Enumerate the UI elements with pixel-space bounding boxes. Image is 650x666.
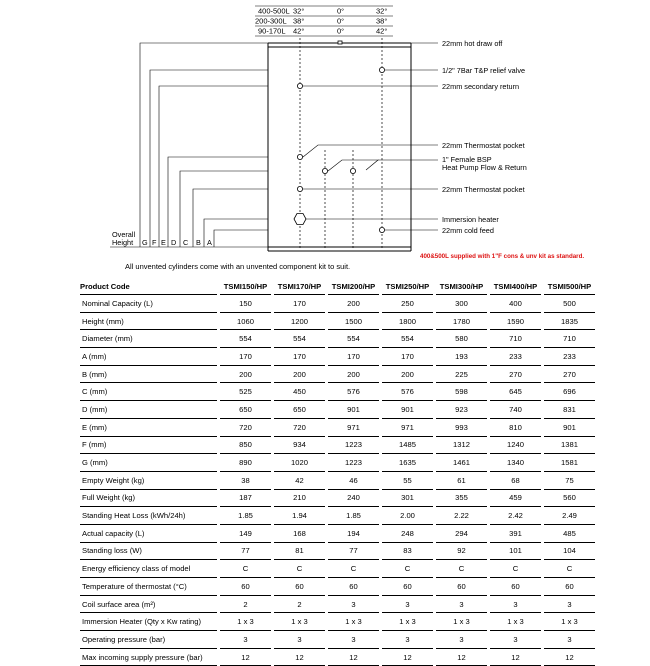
- table-cell: 12: [382, 648, 433, 666]
- table-cell: 850: [220, 436, 271, 454]
- table-cell: 554: [220, 330, 271, 348]
- row-label: Actual capacity (L): [80, 524, 217, 542]
- table-row: [80, 542, 595, 560]
- table-cell: 101: [490, 542, 541, 560]
- table-cell: C: [436, 560, 487, 578]
- table-cell: 450: [274, 383, 325, 401]
- angle-range-1: 400-500L: [258, 6, 290, 16]
- table-cell: 2.00: [382, 507, 433, 525]
- table-header-row: [80, 279, 595, 295]
- callout-heat-pump-2: Heat Pump Flow & Return: [442, 163, 527, 172]
- table-cell: 1240: [490, 436, 541, 454]
- relief-valve-fitting: [379, 67, 384, 72]
- table-cell: 294: [436, 524, 487, 542]
- table-cell: 1381: [544, 436, 595, 454]
- table-cell: 1 x 3: [328, 613, 379, 631]
- table-cell: C: [274, 560, 325, 578]
- table-cell: 3: [328, 631, 379, 649]
- table-cell: 1223: [328, 436, 379, 454]
- table-cell: 2.22: [436, 507, 487, 525]
- table-cell: 187: [220, 489, 271, 507]
- table-cell: 598: [436, 383, 487, 401]
- row-label: D (mm): [80, 401, 217, 419]
- table-cell: 200: [328, 365, 379, 383]
- header-model: TSMI500/HP: [544, 279, 595, 295]
- table-cell: 301: [382, 489, 433, 507]
- row-label: Nominal Capacity (L): [80, 295, 217, 313]
- angle-mid-3: 0°: [337, 26, 345, 36]
- table-cell: 901: [382, 401, 433, 419]
- table-cell: 170: [328, 348, 379, 366]
- table-cell: 391: [490, 524, 541, 542]
- callout-hot-draw-off: 22mm hot draw off: [442, 39, 503, 48]
- dim-letter-c: C: [183, 238, 189, 247]
- header-model: TSMI400/HP: [490, 279, 541, 295]
- table-cell: 77: [220, 542, 271, 560]
- row-label: B (mm): [80, 365, 217, 383]
- table-cell: 1.94: [274, 507, 325, 525]
- table-cell: 560: [544, 489, 595, 507]
- table-row: [80, 365, 595, 383]
- table-cell: 1312: [436, 436, 487, 454]
- table-cell: 971: [328, 418, 379, 436]
- table-cell: 971: [382, 418, 433, 436]
- dimension-lines: [110, 43, 268, 247]
- table-cell: C: [328, 560, 379, 578]
- table-cell: 104: [544, 542, 595, 560]
- table-cell: 149: [220, 524, 271, 542]
- table-cell: 400: [490, 295, 541, 313]
- table-cell: 720: [274, 418, 325, 436]
- table-cell: 233: [544, 348, 595, 366]
- header-model: TSMI200/HP: [328, 279, 379, 295]
- table-cell: 83: [382, 542, 433, 560]
- row-label: F (mm): [80, 436, 217, 454]
- table-row: [80, 631, 595, 649]
- table-cell: 1020: [274, 454, 325, 472]
- table-cell: 934: [274, 436, 325, 454]
- table-row: [80, 507, 595, 525]
- table-row: [80, 613, 595, 631]
- table-row: [80, 383, 595, 401]
- angle-right-1: 32°: [376, 6, 388, 16]
- unvented-note: All unvented cylinders come with an unvented component kit to suit.: [125, 262, 351, 271]
- header-model: TSMI250/HP: [382, 279, 433, 295]
- table-cell: 1.85: [328, 507, 379, 525]
- table-cell: 12: [544, 648, 595, 666]
- table-cell: 1 x 3: [274, 613, 325, 631]
- table-cell: 60: [544, 578, 595, 596]
- angle-range-3: 90-170L: [258, 26, 286, 36]
- table-cell: 831: [544, 401, 595, 419]
- row-label: Empty Weight (kg): [80, 471, 217, 489]
- table-row: [80, 648, 595, 666]
- table-cell: 901: [544, 418, 595, 436]
- table-cell: 2.49: [544, 507, 595, 525]
- table-cell: 300: [436, 295, 487, 313]
- table-cell: 1581: [544, 454, 595, 472]
- heat-pump-return-fitting: [350, 168, 355, 173]
- table-cell: 1780: [436, 312, 487, 330]
- angle-table: [255, 6, 393, 36]
- table-cell: 576: [382, 383, 433, 401]
- table-cell: 1340: [490, 454, 541, 472]
- table-cell: 525: [220, 383, 271, 401]
- header-model: TSMI150/HP: [220, 279, 271, 295]
- table-cell: 696: [544, 383, 595, 401]
- table-cell: 3: [544, 631, 595, 649]
- table-cell: 75: [544, 471, 595, 489]
- table-cell: 3: [490, 631, 541, 649]
- table-cell: 60: [274, 578, 325, 596]
- table-row: [80, 454, 595, 472]
- table-cell: 1 x 3: [436, 613, 487, 631]
- table-cell: 1835: [544, 312, 595, 330]
- dim-letter-g: G: [142, 238, 148, 247]
- row-label: Standing loss (W): [80, 542, 217, 560]
- table-cell: 270: [544, 365, 595, 383]
- table-cell: 3: [436, 631, 487, 649]
- row-label: Max incoming supply pressure (bar): [80, 648, 217, 666]
- table-row: [80, 401, 595, 419]
- table-cell: 1590: [490, 312, 541, 330]
- table-cell: 1223: [328, 454, 379, 472]
- table-cell: 150: [220, 295, 271, 313]
- thermostat-pocket-upper-fitting: [297, 154, 302, 159]
- fittings: [294, 41, 385, 233]
- table-cell: 355: [436, 489, 487, 507]
- table-cell: 61: [436, 471, 487, 489]
- table-cell: 500: [544, 295, 595, 313]
- table-row: [80, 595, 595, 613]
- table-cell: 170: [274, 295, 325, 313]
- angle-left-2: 38°: [293, 16, 305, 26]
- red-note: 400&500L supplied with 1"F cons & unv kit as standard.: [420, 253, 585, 260]
- table-cell: 60: [328, 578, 379, 596]
- table-cell: 576: [328, 383, 379, 401]
- table-row: [80, 295, 595, 313]
- table-cell: 710: [490, 330, 541, 348]
- angle-left-3: 42°: [293, 26, 305, 36]
- table-cell: 170: [382, 348, 433, 366]
- table-cell: 12: [490, 648, 541, 666]
- table-cell: 740: [490, 401, 541, 419]
- header-model: TSMI170/HP: [274, 279, 325, 295]
- table-cell: 2.42: [490, 507, 541, 525]
- table-cell: 77: [328, 542, 379, 560]
- table-cell: 1 x 3: [490, 613, 541, 631]
- table-row: [80, 436, 595, 454]
- callout-heat-pump-1: 1" Female BSP: [442, 155, 492, 164]
- table-cell: 60: [382, 578, 433, 596]
- table-cell: 890: [220, 454, 271, 472]
- header-model: TSMI300/HP: [436, 279, 487, 295]
- table-cell: 200: [328, 295, 379, 313]
- table-cell: 250: [382, 295, 433, 313]
- table-cell: 3: [436, 595, 487, 613]
- table-cell: 270: [490, 365, 541, 383]
- table-cell: 650: [274, 401, 325, 419]
- table-cell: C: [382, 560, 433, 578]
- thermostat-pocket-lower-fitting: [297, 186, 302, 191]
- row-label: C (mm): [80, 383, 217, 401]
- table-cell: 1060: [220, 312, 271, 330]
- table-cell: 210: [274, 489, 325, 507]
- table-cell: 3: [382, 631, 433, 649]
- immersion-heater-fitting: [294, 214, 306, 225]
- table-cell: 993: [436, 418, 487, 436]
- angle-right-3: 42°: [376, 26, 388, 36]
- row-label: A (mm): [80, 348, 217, 366]
- table-cell: 810: [490, 418, 541, 436]
- callout-immersion-heater: Immersion heater: [442, 215, 499, 224]
- table-cell: 2: [274, 595, 325, 613]
- table-cell: 3: [274, 631, 325, 649]
- table-cell: 194: [328, 524, 379, 542]
- table-cell: 923: [436, 401, 487, 419]
- table-cell: 650: [220, 401, 271, 419]
- table-cell: 68: [490, 471, 541, 489]
- table-cell: 3: [382, 595, 433, 613]
- table-cell: 3: [328, 595, 379, 613]
- table-cell: 3: [490, 595, 541, 613]
- table-cell: 233: [490, 348, 541, 366]
- table-row: [80, 524, 595, 542]
- table-cell: C: [544, 560, 595, 578]
- callout-relief-valve: 1/2" 7Bar T&P relief valve: [442, 66, 526, 75]
- angle-range-2: 200-300L: [255, 16, 287, 26]
- table-cell: 193: [436, 348, 487, 366]
- leader-lines: [303, 43, 438, 230]
- table-row: [80, 578, 595, 596]
- row-label: Energy efficiency class of model: [80, 560, 217, 578]
- table-cell: C: [490, 560, 541, 578]
- callout-cold-feed: 22mm cold feed: [442, 226, 494, 235]
- angle-mid-2: 0°: [337, 16, 345, 26]
- table-cell: 225: [436, 365, 487, 383]
- table-cell: 710: [544, 330, 595, 348]
- table-cell: 12: [274, 648, 325, 666]
- table-cell: 200: [220, 365, 271, 383]
- header-product-code: Product Code: [80, 279, 217, 295]
- table-cell: 92: [436, 542, 487, 560]
- table-cell: 46: [328, 471, 379, 489]
- table-cell: 1800: [382, 312, 433, 330]
- table-row: [80, 348, 595, 366]
- row-label: Diameter (mm): [80, 330, 217, 348]
- table-row: [80, 330, 595, 348]
- dim-letter-a: A: [207, 238, 212, 247]
- table-row: [80, 489, 595, 507]
- table-cell: 1500: [328, 312, 379, 330]
- table-cell: 554: [274, 330, 325, 348]
- row-label: Operating pressure (bar): [80, 631, 217, 649]
- table-cell: 554: [382, 330, 433, 348]
- row-label: Height (mm): [80, 312, 217, 330]
- dim-letter-f: F: [152, 238, 157, 247]
- table-cell: 60: [220, 578, 271, 596]
- table-cell: 248: [382, 524, 433, 542]
- table-cell: 1485: [382, 436, 433, 454]
- table-cell: 60: [436, 578, 487, 596]
- table-cell: 240: [328, 489, 379, 507]
- cylinder-diagram: [0, 0, 650, 260]
- table-cell: 60: [490, 578, 541, 596]
- angle-left-1: 32°: [293, 6, 305, 16]
- table-row: [80, 418, 595, 436]
- overall-height-label-2: Height: [112, 238, 134, 247]
- row-label: G (mm): [80, 454, 217, 472]
- row-label: Standing Heat Loss (kWh/24h): [80, 507, 217, 525]
- table-row: [80, 312, 595, 330]
- table-cell: 580: [436, 330, 487, 348]
- table-row: [80, 471, 595, 489]
- table-cell: C: [220, 560, 271, 578]
- table-cell: 170: [274, 348, 325, 366]
- table-cell: 2: [220, 595, 271, 613]
- table-cell: 38: [220, 471, 271, 489]
- table-cell: 3: [220, 631, 271, 649]
- hot-draw-off-fitting: [338, 41, 342, 44]
- row-label: Full Weight (kg): [80, 489, 217, 507]
- secondary-return-fitting: [297, 83, 302, 88]
- row-label: Temperature of thermostat (°C): [80, 578, 217, 596]
- table-cell: 1200: [274, 312, 325, 330]
- table-cell: 12: [436, 648, 487, 666]
- row-label: Immersion Heater (Qty x Kw rating): [80, 613, 217, 631]
- table-cell: 12: [220, 648, 271, 666]
- table-cell: 1461: [436, 454, 487, 472]
- callout-thermostat-lower: 22mm Thermostat pocket: [442, 185, 525, 194]
- table-cell: 170: [220, 348, 271, 366]
- table-cell: 1 x 3: [220, 613, 271, 631]
- table-cell: 42: [274, 471, 325, 489]
- table-cell: 12: [328, 648, 379, 666]
- table-cell: 1.85: [220, 507, 271, 525]
- table-cell: 1 x 3: [544, 613, 595, 631]
- table-cell: 55: [382, 471, 433, 489]
- dim-letter-d: D: [171, 238, 177, 247]
- table-cell: 459: [490, 489, 541, 507]
- table-cell: 200: [274, 365, 325, 383]
- angle-mid-1: 0°: [337, 6, 345, 16]
- table-cell: 1635: [382, 454, 433, 472]
- table-cell: 81: [274, 542, 325, 560]
- dim-letter-e: E: [161, 238, 166, 247]
- table-cell: 554: [328, 330, 379, 348]
- table-cell: 1 x 3: [382, 613, 433, 631]
- table-cell: 200: [382, 365, 433, 383]
- overall-height-label-1: Overall: [112, 230, 136, 239]
- table-row: [80, 560, 595, 578]
- table-cell: 3: [544, 595, 595, 613]
- callout-thermostat-upper: 22mm Thermostat pocket: [442, 141, 525, 150]
- cold-feed-fitting: [379, 227, 384, 232]
- angle-right-2: 38°: [376, 16, 388, 26]
- dim-letter-b: B: [196, 238, 201, 247]
- row-label: E (mm): [80, 418, 217, 436]
- table-cell: 485: [544, 524, 595, 542]
- table-cell: 720: [220, 418, 271, 436]
- spec-table: [80, 279, 595, 666]
- row-label: Coil surface area (m²): [80, 595, 217, 613]
- callout-secondary-return: 22mm secondary return: [442, 82, 520, 91]
- table-cell: 168: [274, 524, 325, 542]
- table-body: [80, 295, 595, 666]
- table-cell: 645: [490, 383, 541, 401]
- table-cell: 901: [328, 401, 379, 419]
- heat-pump-flow-fitting: [322, 168, 327, 173]
